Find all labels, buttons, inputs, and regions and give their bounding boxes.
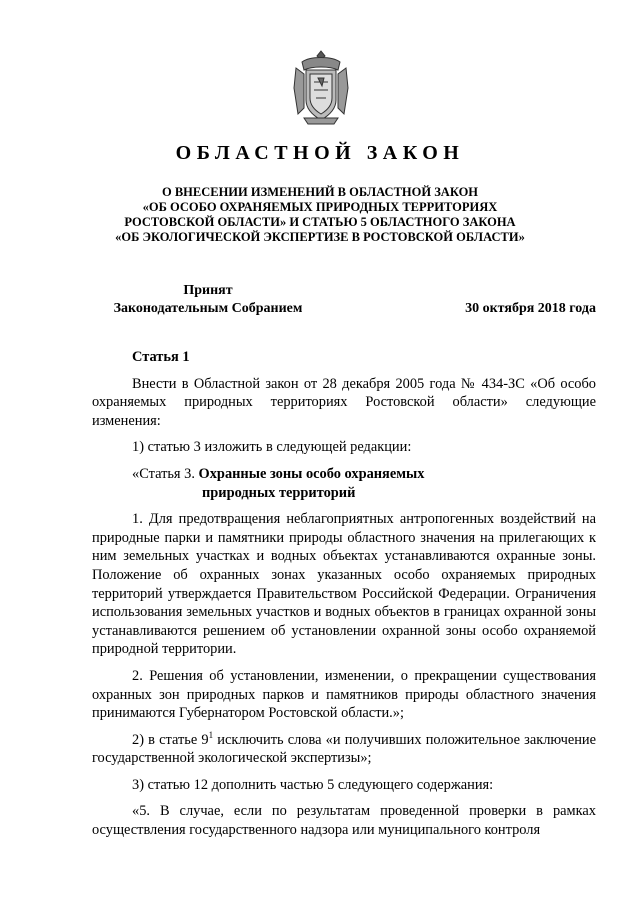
paragraph: 1) статью 3 изложить в следующей редакции: bbox=[132, 439, 412, 456]
adopted-by bbox=[92, 282, 324, 318]
paragraph: 1. Для предотвращения неблагоприятных антропогенных воздействий на природные парки и памятники природы областного значения на прилегающих к ним земельных участках и водных объектах устанавливаются охранные зоны. Положение об охранных зонах указанных особо охраняемых природных территорий утверждается Правительством Российской Федерации. Ограничения использования земельных участков и водных объектов в границах охранной зоны устанавливаются решением об установлении охранной зоны особо охраняемой природной территории. bbox=[92, 511, 596, 658]
adopted-line: Принят bbox=[183, 283, 233, 298]
document-body bbox=[92, 348, 596, 840]
coat-of-arms-emblem bbox=[292, 48, 350, 126]
p5-before: 2) в статье 9 bbox=[132, 731, 209, 748]
subtitle-line: РОСТОВСКОЙ ОБЛАСТИ» И СТАТЬЮ 5 ОБЛАСТНОГО ЗАКОНА bbox=[124, 215, 516, 229]
subtitle-line: О ВНЕСЕНИИ ИЗМЕНЕНИЙ В ОБЛАСТНОЙ ЗАКОН bbox=[161, 185, 479, 199]
p5-after: исключить слова «и получивших положительное заключение государственной экологической экспертизы»; bbox=[92, 731, 596, 767]
article-1-heading: Статья 1 bbox=[132, 349, 190, 365]
subtitle-line: «ОБ ЭКОЛОГИЧЕСКОЙ ЭКСПЕРТИЗЕ В РОСТОВСКОЙ ОБЛАСТИ» bbox=[115, 230, 525, 244]
adopted-body: Законодательным Собранием bbox=[113, 301, 303, 316]
paragraph bbox=[92, 731, 596, 768]
article-3-heading bbox=[92, 465, 596, 502]
p5-sup: 1 bbox=[208, 729, 214, 740]
article-3-title: Охранные зоны особо охраняемых bbox=[198, 465, 425, 482]
law-title: ОБЛАСТНОЙ ЗАКОН bbox=[175, 142, 465, 164]
article-3-prefix: «Статья 3. bbox=[132, 465, 199, 482]
paragraph: 3) статью 12 дополнить частью 5 следующего содержания: bbox=[132, 776, 494, 793]
article-3-title-cont: природных территорий bbox=[202, 484, 356, 501]
paragraph: «5. В случае, если по результатам проведенной проверки в рамках осуществления государственного надзора или муниципального контроля bbox=[92, 803, 596, 839]
paragraph: 2. Решения об установлении, изменении, о прекращении существования охранных зон природных парков и памятников природы областного значения принимаются Губернатором Ростовской области.»; bbox=[92, 667, 596, 722]
subtitle-line: «ОБ ОСОБО ОХРАНЯЕМЫХ ПРИРОДНЫХ ТЕРРИТОРИЯХ bbox=[142, 200, 498, 214]
law-subtitle bbox=[60, 185, 580, 245]
adopted-date: 30 октября 2018 года bbox=[465, 301, 596, 316]
paragraph: Внести в Областной закон от 28 декабря 2005 года № 434-ЗС «Об особо охраняемых природных территориях Ростовской области» следующие изменения: bbox=[92, 375, 596, 429]
